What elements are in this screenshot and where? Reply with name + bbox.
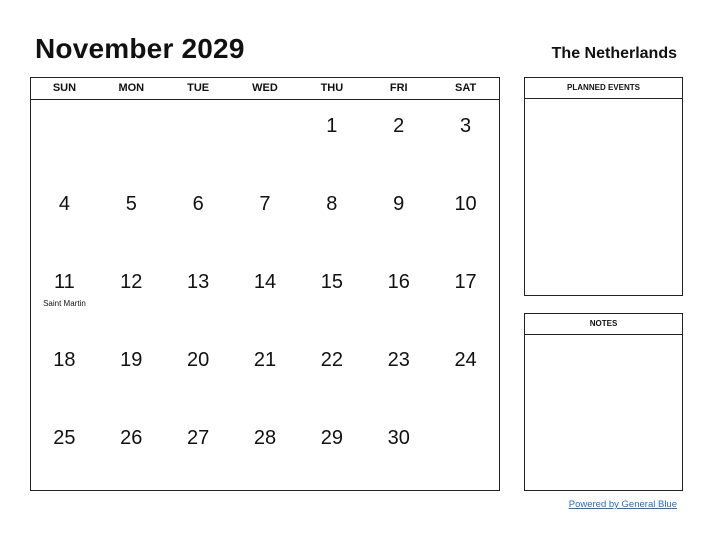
powered-by-link[interactable]: Powered by General Blue bbox=[568, 499, 677, 510]
day-cell[interactable] bbox=[232, 334, 299, 412]
weekday-header bbox=[31, 78, 499, 100]
day-number: 25 bbox=[53, 427, 76, 449]
weekday-wed: WED bbox=[252, 82, 278, 94]
day-number: 23 bbox=[387, 349, 410, 371]
day-number: 5 bbox=[125, 193, 137, 215]
planned-events-panel[interactable] bbox=[524, 77, 683, 296]
day-number: 26 bbox=[120, 427, 143, 449]
holiday-label: Saint Martin bbox=[43, 299, 86, 308]
day-cell[interactable] bbox=[432, 256, 499, 334]
day-cell[interactable] bbox=[298, 334, 365, 412]
day-cell[interactable] bbox=[365, 256, 432, 334]
day-number: 9 bbox=[393, 193, 405, 215]
country-name: The Netherlands bbox=[551, 45, 677, 62]
day-cell[interactable] bbox=[232, 256, 299, 334]
planned-events-title: PLANNED EVENTS bbox=[525, 78, 682, 99]
empty-day-cell bbox=[232, 100, 299, 178]
calendar-grid bbox=[30, 77, 500, 491]
notes-title: NOTES bbox=[525, 314, 682, 335]
day-number: 19 bbox=[120, 349, 143, 371]
day-cell[interactable] bbox=[432, 100, 499, 178]
day-number: 8 bbox=[326, 193, 338, 215]
day-cell[interactable] bbox=[298, 256, 365, 334]
day-number: 24 bbox=[454, 349, 477, 371]
day-cell[interactable] bbox=[432, 334, 499, 412]
weekday-fri: FRI bbox=[389, 82, 408, 94]
day-cell[interactable] bbox=[232, 412, 299, 490]
weekday-thu: THU bbox=[320, 82, 344, 94]
day-cell[interactable] bbox=[98, 412, 165, 490]
day-number: 30 bbox=[387, 427, 410, 449]
day-cell[interactable] bbox=[365, 412, 432, 490]
day-cell[interactable] bbox=[365, 334, 432, 412]
empty-day-cell bbox=[432, 412, 499, 490]
day-cell[interactable] bbox=[165, 256, 232, 334]
day-cell[interactable] bbox=[365, 178, 432, 256]
day-number: 22 bbox=[320, 349, 343, 371]
day-cell[interactable] bbox=[298, 178, 365, 256]
day-cell[interactable] bbox=[165, 178, 232, 256]
day-cell[interactable] bbox=[98, 256, 165, 334]
day-number: 6 bbox=[192, 193, 204, 215]
day-number: 27 bbox=[187, 427, 210, 449]
day-number: 29 bbox=[320, 427, 343, 449]
day-cell[interactable] bbox=[98, 334, 165, 412]
weekday-sat: SAT bbox=[454, 82, 477, 94]
day-cell[interactable] bbox=[31, 412, 98, 490]
day-cell[interactable] bbox=[298, 412, 365, 490]
day-cell[interactable] bbox=[165, 412, 232, 490]
day-number: 4 bbox=[58, 193, 70, 215]
weekday-mon: MON bbox=[118, 82, 145, 94]
day-number: 18 bbox=[53, 349, 76, 371]
day-number: 2 bbox=[393, 115, 405, 137]
day-number: 28 bbox=[253, 427, 277, 449]
weekday-sun: SUN bbox=[52, 82, 77, 94]
day-number: 17 bbox=[454, 271, 477, 293]
day-cell[interactable] bbox=[98, 178, 165, 256]
day-cell[interactable] bbox=[298, 100, 365, 178]
empty-day-cell bbox=[165, 100, 232, 178]
day-number: 15 bbox=[320, 271, 343, 293]
day-cell[interactable] bbox=[31, 178, 98, 256]
day-number: 7 bbox=[259, 193, 271, 215]
day-number: 14 bbox=[253, 271, 277, 293]
day-cells bbox=[31, 100, 499, 490]
day-cell[interactable] bbox=[31, 256, 98, 334]
day-number: 10 bbox=[454, 193, 477, 215]
day-cell[interactable] bbox=[432, 178, 499, 256]
day-cell[interactable] bbox=[232, 178, 299, 256]
day-number: 1 bbox=[326, 115, 338, 137]
empty-day-cell bbox=[31, 100, 98, 178]
notes-panel[interactable] bbox=[524, 313, 683, 491]
day-cell[interactable] bbox=[365, 100, 432, 178]
day-number: 12 bbox=[120, 271, 143, 293]
day-number: 13 bbox=[187, 271, 210, 293]
day-number: 16 bbox=[387, 271, 410, 293]
day-cell[interactable] bbox=[165, 334, 232, 412]
empty-day-cell bbox=[98, 100, 165, 178]
day-number: 20 bbox=[187, 349, 210, 371]
day-number: 3 bbox=[460, 115, 472, 137]
day-number: 11 bbox=[54, 271, 75, 293]
weekday-tue: TUE bbox=[187, 82, 210, 94]
day-number: 21 bbox=[253, 349, 277, 371]
day-cell[interactable] bbox=[31, 334, 98, 412]
month-title: November 2029 bbox=[35, 33, 245, 64]
